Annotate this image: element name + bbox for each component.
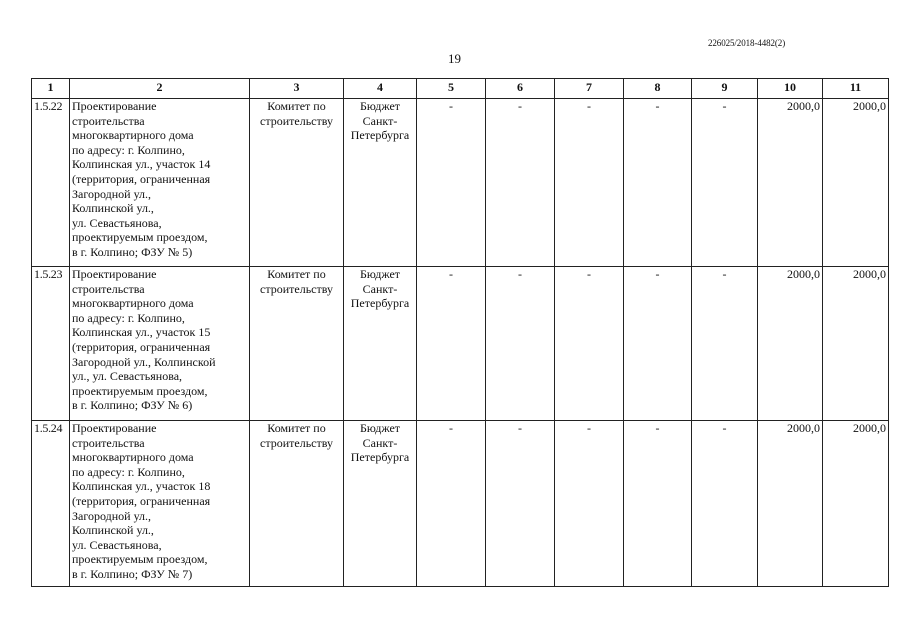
column-header: 7 bbox=[555, 79, 624, 99]
row-amount: 2000,0 bbox=[758, 267, 823, 421]
page-number: 19 bbox=[448, 51, 461, 66]
column-header: 1 bbox=[32, 79, 70, 99]
row-cell: - bbox=[624, 267, 692, 421]
column-header: 9 bbox=[692, 79, 758, 99]
row-cell: - bbox=[417, 99, 486, 267]
row-cell: - bbox=[555, 99, 624, 267]
column-header: 4 bbox=[344, 79, 417, 99]
row-number: 1.5.24 bbox=[32, 421, 70, 587]
row-amount: 2000,0 bbox=[758, 99, 823, 267]
row-cell: - bbox=[692, 99, 758, 267]
row-cell: - bbox=[417, 267, 486, 421]
row-cell: - bbox=[486, 267, 555, 421]
row-description: Проектирование строительства многоквартирного дома по адресу: г. Колпино, Колпинская ул., участок 18 (территория, ограниченная Загородной ул., Колпинской ул., ул. Севастьянова, проектируемым проездом, в г. Колпино; ФЗУ № 7) bbox=[70, 421, 250, 587]
row-number: 1.5.23 bbox=[32, 267, 70, 421]
row-total: 2000,0 bbox=[823, 421, 889, 587]
column-header: 11 bbox=[823, 79, 889, 99]
row-funding-source: Бюджет Санкт- Петербурга bbox=[344, 267, 417, 421]
row-description: Проектирование строительства многоквартирного дома по адресу: г. Колпино, Колпинская ул., участок 15 (территория, ограниченная Загородной ул., Колпинской ул., ул. Севастьянова, проектируемым проездом, в г. Колпино; ФЗУ № 6) bbox=[70, 267, 250, 421]
row-cell: - bbox=[624, 421, 692, 587]
row-total: 2000,0 bbox=[823, 267, 889, 421]
table-row bbox=[32, 99, 889, 267]
table-row bbox=[32, 267, 889, 421]
row-funding-source: Бюджет Санкт- Петербурга bbox=[344, 99, 417, 267]
column-header: 6 bbox=[486, 79, 555, 99]
column-header: 8 bbox=[624, 79, 692, 99]
row-agency: Комитет по строительству bbox=[250, 421, 344, 587]
column-header: 10 bbox=[758, 79, 823, 99]
column-header: 5 bbox=[417, 79, 486, 99]
row-cell: - bbox=[486, 421, 555, 587]
table-header-row bbox=[32, 79, 889, 99]
row-funding-source: Бюджет Санкт- Петербурга bbox=[344, 421, 417, 587]
budget-table bbox=[31, 78, 889, 587]
row-cell: - bbox=[486, 99, 555, 267]
row-description: Проектирование строительства многоквартирного дома по адресу: г. Колпино, Колпинская ул., участок 14 (территория, ограниченная Загородной ул., Колпинской ул., ул. Севастьянова, проектируемым проездом, в г. Колпино; ФЗУ № 5) bbox=[70, 99, 250, 267]
row-cell: - bbox=[555, 421, 624, 587]
table-row bbox=[32, 421, 889, 587]
row-amount: 2000,0 bbox=[758, 421, 823, 587]
row-cell: - bbox=[692, 421, 758, 587]
row-cell: - bbox=[692, 267, 758, 421]
column-header: 2 bbox=[70, 79, 250, 99]
column-header: 3 bbox=[250, 79, 344, 99]
row-agency: Комитет по строительству bbox=[250, 267, 344, 421]
row-cell: - bbox=[417, 421, 486, 587]
row-cell: - bbox=[555, 267, 624, 421]
document-id: 226025/2018-4482(2) bbox=[708, 38, 786, 48]
row-cell: - bbox=[624, 99, 692, 267]
row-number: 1.5.22 bbox=[32, 99, 70, 267]
row-total: 2000,0 bbox=[823, 99, 889, 267]
row-agency: Комитет по строительству bbox=[250, 99, 344, 267]
